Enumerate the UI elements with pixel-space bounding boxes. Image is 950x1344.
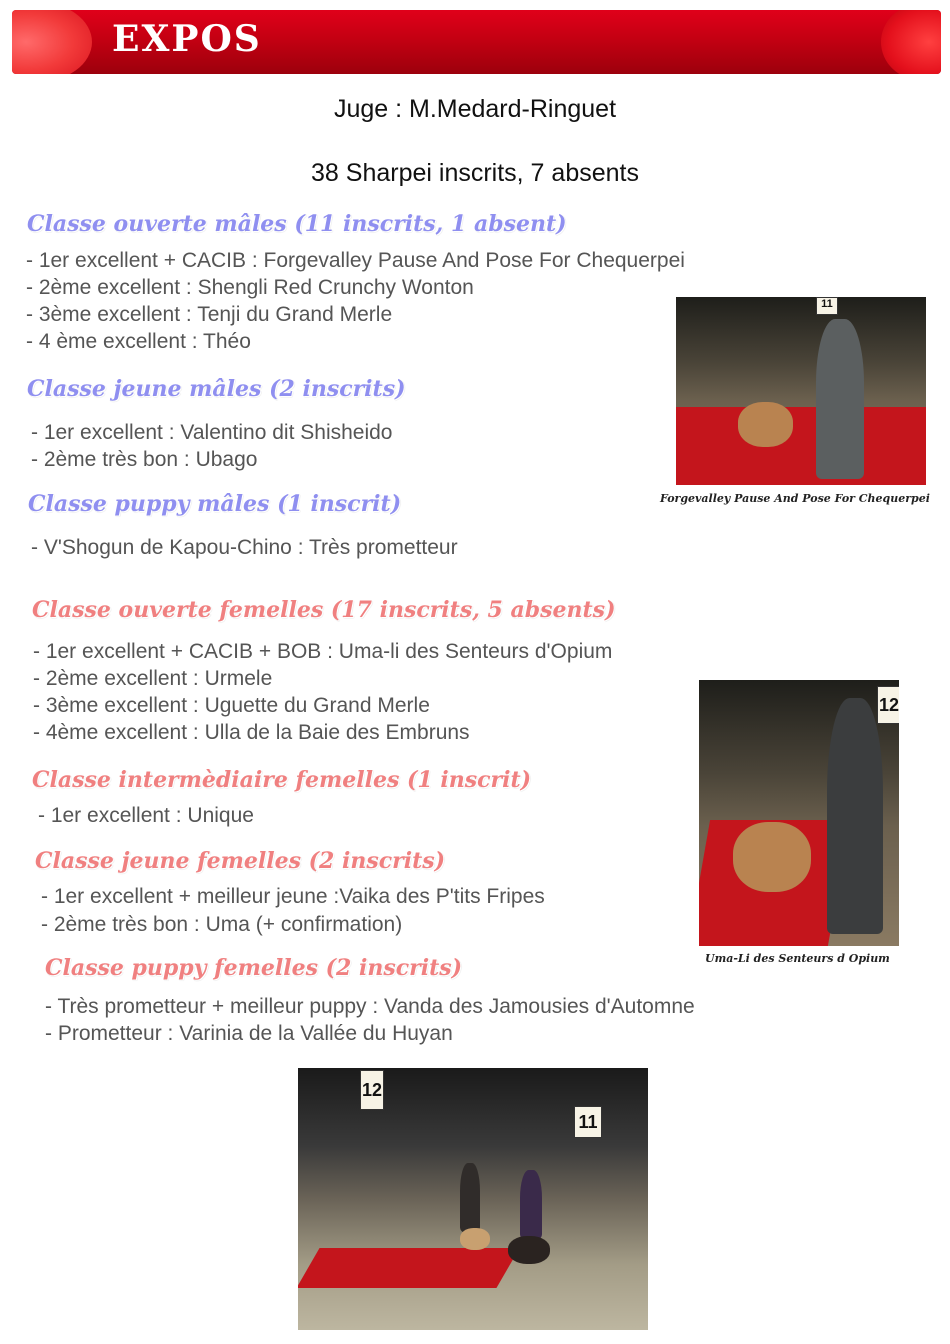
photo-caption: Forgevalley Pause And Pose For Chequerpei <box>660 492 930 505</box>
photo-caption: Uma-Li des Senteurs d Opium <box>705 952 890 965</box>
list-item: - 4 ème excellent : Théo <box>26 330 251 353</box>
ring-number-sign: 11 <box>574 1106 602 1138</box>
dog-show-photo-1 <box>676 297 926 485</box>
banner-left-swoosh <box>12 10 92 74</box>
list-item: - 4ème excellent : Ulla de la Baie des Embruns <box>33 721 470 744</box>
dog-figure <box>738 402 793 447</box>
list-item: - V'Shogun de Kapou-Chino : Très prometteur <box>31 536 458 559</box>
banner-right-swoosh <box>881 10 941 74</box>
red-carpet <box>676 407 926 485</box>
handler-figure <box>460 1163 480 1233</box>
dog-figure <box>733 822 811 892</box>
handler-figure <box>816 319 864 479</box>
dog-figure <box>460 1228 490 1250</box>
list-item: - 1er excellent + CACIB : Forgevalley Pause And Pose For Chequerpei <box>26 249 685 272</box>
page-title: EXPOS <box>112 18 262 60</box>
section-heading: Classe intermèdiaire femelles (1 inscrit) <box>32 767 532 793</box>
list-item: - 1er excellent + meilleur jeune :Vaika des P'tits Fripes <box>41 885 545 908</box>
handler-figure <box>520 1170 542 1240</box>
list-item: - 2ème excellent : Urmele <box>33 667 273 690</box>
list-item: - 2ème excellent : Shengli Red Crunchy Wonton <box>26 276 474 299</box>
list-item: - 1er excellent : Unique <box>38 804 254 827</box>
section-heading: Classe puppy mâles (1 inscrit) <box>28 491 402 517</box>
list-item: - 1er excellent + CACIB + BOB : Uma-li des Senteurs d'Opium <box>33 640 613 663</box>
list-item: - 1er excellent : Valentino dit Shisheido <box>31 421 393 444</box>
handler-figure <box>827 698 883 934</box>
header-banner <box>12 10 941 74</box>
list-item: - Très prometteur + meilleur puppy : Vanda des Jamousies d'Automne <box>45 995 695 1018</box>
summary-line: 38 Sharpei inscrits, 7 absents <box>311 159 639 187</box>
list-item: - 2ème très bon : Uma (+ confirmation) <box>41 913 403 936</box>
ring-number-sign: 12 <box>877 686 899 724</box>
list-item: - 3ème excellent : Tenji du Grand Merle <box>26 303 393 326</box>
section-heading: Classe ouverte femelles (17 inscrits, 5 absents) <box>32 597 616 623</box>
ring-number-sign: 12 <box>360 1070 384 1110</box>
section-heading: Classe jeune mâles (2 inscrits) <box>27 376 406 402</box>
section-heading: Classe ouverte mâles (11 inscrits, 1 absent) <box>27 211 567 237</box>
section-heading: Classe puppy femelles (2 inscrits) <box>45 955 463 981</box>
dog-show-photo-2 <box>699 680 899 946</box>
section-heading: Classe jeune femelles (2 inscrits) <box>35 848 446 874</box>
list-item: - Prometteur : Varinia de la Vallée du Huyan <box>45 1022 453 1045</box>
list-item: - 2ème très bon : Ubago <box>31 448 258 471</box>
list-item: - 3ème excellent : Uguette du Grand Merle <box>33 694 430 717</box>
ring-number-sign: 11 <box>816 297 838 315</box>
judge-line: Juge : M.Medard-Ringuet <box>333 95 617 123</box>
red-carpet <box>298 1248 520 1288</box>
dog-figure <box>508 1236 550 1264</box>
dog-show-photo-3 <box>298 1068 648 1330</box>
